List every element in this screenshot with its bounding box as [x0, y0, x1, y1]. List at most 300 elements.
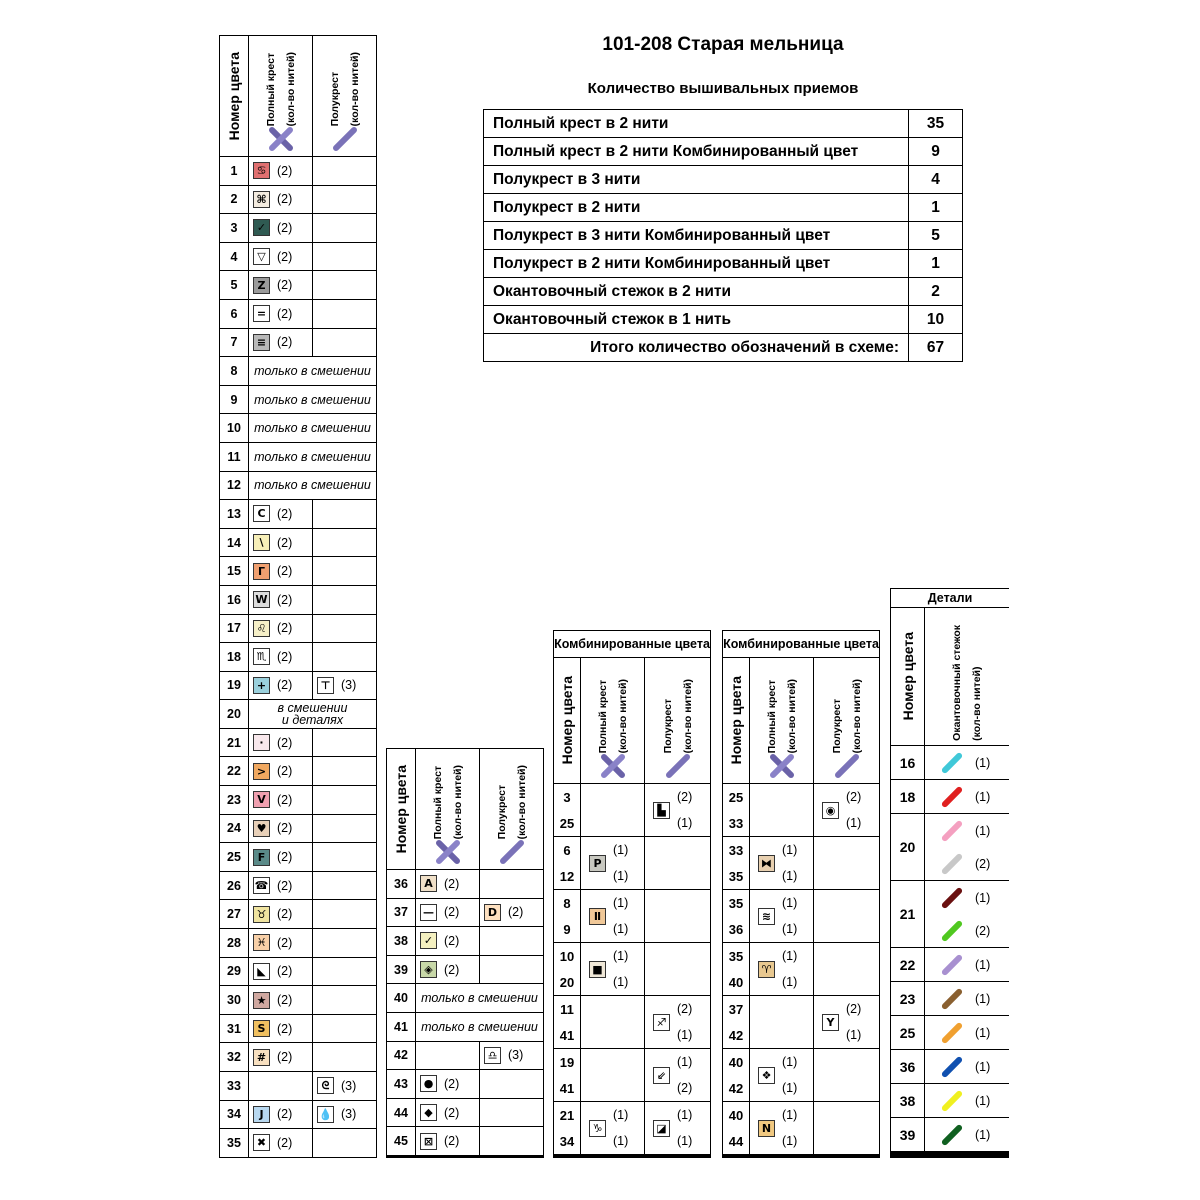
- thread-count: (1): [613, 975, 629, 989]
- mix-only-note: только в смешении: [416, 984, 543, 1012]
- half-cross-cell: [313, 958, 376, 986]
- color-number: 20: [220, 700, 248, 728]
- full-cross-cell: [416, 899, 479, 927]
- half-cross-label: Полукрест: [328, 71, 341, 126]
- half-cross-cell: [313, 557, 376, 585]
- full-cross-cell: [249, 872, 312, 900]
- half-cross-cell: [645, 1049, 710, 1101]
- symbol-icon: ⊤: [317, 677, 334, 694]
- half-cross-cell: [313, 986, 376, 1014]
- full-cross-cell: [750, 996, 813, 1048]
- color-number: 23: [891, 982, 924, 1015]
- color-number: 21: [891, 881, 924, 947]
- thread-count: (3): [341, 1078, 357, 1093]
- thread-count: (2): [277, 850, 293, 865]
- summary-row: [484, 166, 963, 194]
- summary-row: [484, 278, 963, 306]
- symbol-icon: ♐: [653, 1014, 670, 1031]
- color-number: 10: [559, 948, 575, 964]
- color-number: 18: [891, 780, 924, 813]
- color-pair: [554, 996, 580, 1048]
- summary-row: [484, 306, 963, 334]
- symbol-icon: ◪: [653, 1120, 670, 1137]
- half-cross-cell: [480, 927, 543, 955]
- color-number: 25: [728, 789, 744, 805]
- backstitch-line-icon: [941, 1089, 964, 1112]
- symbol-icon: ◆: [420, 1104, 437, 1121]
- thread-count: (2): [677, 1081, 693, 1095]
- full-cross-label: Полный крест: [596, 679, 609, 753]
- symbol-icon: —: [420, 904, 437, 921]
- summary-value: 1: [909, 194, 963, 222]
- half-cross-cell: [313, 500, 376, 528]
- color-number-header: [723, 658, 749, 783]
- color-number: 10: [220, 414, 248, 442]
- color-number-label: Номер цвета: [728, 676, 744, 765]
- symbol-icon: >: [253, 763, 270, 780]
- half-cross-cell: [313, 672, 376, 700]
- color-number: 19: [559, 1054, 575, 1070]
- symbol-icon: ♥: [253, 820, 270, 837]
- symbol-icon: Z: [253, 277, 270, 294]
- color-number: 35: [728, 948, 744, 964]
- thread-count: (2): [277, 964, 293, 979]
- symbol-icon: ✓: [253, 219, 270, 236]
- full-cross-cell: [249, 1101, 312, 1129]
- symbol-icon: ≋: [758, 908, 775, 925]
- full-cross-cell: [750, 943, 813, 995]
- threads-label: (кол-во нитей): [971, 666, 983, 741]
- thread-count: (2): [677, 1002, 693, 1016]
- full-cross-cell: [750, 1102, 813, 1154]
- thread-count: (2): [277, 764, 293, 779]
- color-number: 22: [891, 948, 924, 981]
- thread-count: (2): [277, 621, 293, 636]
- symbol-icon: ⌘: [253, 191, 270, 208]
- thread-count: (2): [277, 1107, 293, 1122]
- thread-count: (1): [782, 1055, 798, 1069]
- full-cross-cell: [416, 927, 479, 955]
- color-number: 16: [891, 746, 924, 779]
- backstitch-cell: [925, 1084, 1009, 1117]
- mix-only-note: только в смешении: [249, 386, 376, 414]
- full-cross-cell: [249, 672, 312, 700]
- summary-row: [484, 194, 963, 222]
- thread-count: (2): [277, 792, 293, 807]
- full-cross-header: [750, 658, 813, 783]
- combined-colors-table-1: [553, 630, 711, 1158]
- combined-colors-table-2: [722, 630, 880, 1158]
- half-cross-cell: [313, 157, 376, 185]
- color-number: 11: [560, 1001, 574, 1017]
- full-cross-cell: [249, 786, 312, 814]
- color-pair: [723, 890, 749, 942]
- full-cross-label: Полный крест: [264, 52, 277, 126]
- thread-count: (1): [613, 949, 629, 963]
- color-number: 26: [220, 872, 248, 900]
- backstitch-cell: [925, 1050, 1009, 1083]
- half-cross-cell: [480, 1070, 543, 1098]
- half-cross-cell: [313, 1043, 376, 1071]
- half-cross-cell: [313, 214, 376, 242]
- color-number: 5: [220, 271, 248, 299]
- color-number: 16: [220, 586, 248, 614]
- details-table: [890, 588, 1009, 1158]
- backstitch-header: [925, 608, 1009, 745]
- backstitch-cell: [925, 780, 1009, 813]
- color-number-header: [387, 749, 415, 869]
- symbol-icon: P: [589, 855, 606, 872]
- thread-count: (2): [444, 933, 460, 948]
- color-number: 17: [220, 615, 248, 643]
- color-number: 4: [220, 243, 248, 271]
- half-cross-cell: [313, 1072, 376, 1100]
- symbol-icon: ♌: [253, 620, 270, 637]
- symbol-icon: F: [253, 849, 270, 866]
- color-number: 22: [220, 757, 248, 785]
- half-cross-cell: [313, 529, 376, 557]
- half-cross-cell: [645, 837, 710, 889]
- backstitch-line-icon: [941, 785, 964, 808]
- thread-count: (2): [508, 905, 524, 920]
- full-cross-icon: [268, 126, 294, 152]
- full-cross-cell: [249, 815, 312, 843]
- full-cross-cell: [249, 615, 312, 643]
- half-cross-header: [313, 36, 376, 156]
- color-number: 35: [728, 868, 744, 884]
- symbol-icon: Y: [822, 1014, 839, 1031]
- symbol-icon: W: [253, 591, 270, 608]
- symbol-icon: ❖: [758, 1067, 775, 1084]
- mix-only-note: только в смешении: [249, 472, 376, 500]
- half-cross-cell: [313, 757, 376, 785]
- thread-count: (2): [277, 1050, 293, 1065]
- half-cross-cell: [480, 1099, 543, 1127]
- full-cross-label: Полный крест: [765, 679, 778, 753]
- symbol-icon: Г: [253, 563, 270, 580]
- color-number: 42: [387, 1042, 415, 1070]
- color-number: 36: [728, 921, 744, 937]
- backstitch-cell: [925, 948, 1009, 981]
- color-number: 6: [220, 300, 248, 328]
- half-cross-cell: [313, 1015, 376, 1043]
- backstitch-line-icon: [941, 852, 964, 875]
- summary-subtitle: Количество вышивальных приемов: [587, 80, 859, 97]
- color-number-label: Номер цвета: [899, 632, 916, 721]
- thread-count: (2): [277, 735, 293, 750]
- threads-label: (кол-во нитей): [785, 678, 798, 753]
- full-cross-cell: [416, 1099, 479, 1127]
- color-number: 24: [220, 815, 248, 843]
- full-cross-cell: [750, 890, 813, 942]
- full-cross-cell: [249, 271, 312, 299]
- thread-count: (1): [975, 755, 991, 770]
- backstitch-cell: [925, 881, 1009, 947]
- thread-count: (1): [975, 890, 991, 905]
- color-number: 40: [728, 974, 744, 990]
- symbol-icon: ⧓: [758, 855, 775, 872]
- color-number: 8: [563, 895, 571, 911]
- backstitch-cell: [925, 1118, 1009, 1151]
- thread-count: (1): [677, 1134, 693, 1148]
- backstitch-line-icon: [941, 819, 964, 842]
- color-number: 13: [220, 500, 248, 528]
- half-cross-cell: [313, 586, 376, 614]
- color-number-header: [554, 658, 580, 783]
- summary-row: [484, 250, 963, 278]
- half-cross-cell: [814, 1049, 879, 1101]
- color-number: 11: [220, 443, 248, 471]
- full-cross-cell: [249, 757, 312, 785]
- color-number: 2: [220, 186, 248, 214]
- thread-count: (1): [613, 843, 629, 857]
- backstitch-line-icon: [941, 1055, 964, 1078]
- thread-count: (1): [677, 1055, 693, 1069]
- full-cross-cell: [581, 1102, 644, 1154]
- color-pair: [723, 1102, 749, 1154]
- full-cross-cell: [249, 958, 312, 986]
- symbol-icon: ⊠: [420, 1133, 437, 1150]
- color-pair: [723, 784, 749, 836]
- color-number: 3: [220, 214, 248, 242]
- half-cross-cell: [645, 1102, 710, 1154]
- color-number: 37: [728, 1001, 744, 1017]
- thread-count: (2): [444, 962, 460, 977]
- symbol-icon: N: [758, 1120, 775, 1137]
- thread-count: (1): [613, 1108, 629, 1122]
- color-number: 9: [563, 921, 571, 937]
- half-cross-cell: [313, 786, 376, 814]
- full-cross-cell: [750, 837, 813, 889]
- thread-count: (1): [846, 1028, 862, 1042]
- half-cross-cell: [814, 890, 879, 942]
- thread-count: (1): [975, 789, 991, 804]
- threads-label: (кол-во нитей): [515, 764, 528, 839]
- color-number: 1: [220, 157, 248, 185]
- full-cross-icon: [435, 839, 461, 865]
- backstitch-cell: [925, 982, 1009, 1015]
- note-line: в смешении: [277, 701, 348, 716]
- mix-only-note: только в смешении: [249, 357, 376, 385]
- color-number: 28: [220, 929, 248, 957]
- color-number: 34: [559, 1133, 575, 1149]
- symbol-icon: ■: [589, 961, 606, 978]
- half-cross-cell: [480, 956, 543, 984]
- backstitch-cell: [925, 814, 1009, 880]
- summary-label: Окантовочный стежок в 1 нить: [484, 306, 909, 334]
- color-number: 37: [387, 899, 415, 927]
- summary-row: [484, 222, 963, 250]
- color-number: 43: [387, 1070, 415, 1098]
- half-cross-icon: [332, 126, 358, 152]
- color-number: 38: [891, 1084, 924, 1117]
- full-cross-icon: [600, 753, 626, 779]
- backstitch-line-icon: [941, 919, 964, 942]
- summary-value: 1: [909, 250, 963, 278]
- color-number: 30: [220, 986, 248, 1014]
- full-cross-cell: [249, 1043, 312, 1071]
- summary-table: [483, 109, 963, 362]
- color-pair: [554, 890, 580, 942]
- color-number-label: Номер цвета: [559, 676, 575, 765]
- half-cross-cell: [313, 1101, 376, 1129]
- thread-count: (1): [846, 816, 862, 830]
- half-cross-cell: [313, 271, 376, 299]
- color-number: 7: [220, 329, 248, 357]
- symbol-icon: ♋: [253, 162, 270, 179]
- color-number: 31: [220, 1015, 248, 1043]
- thread-count: (3): [341, 678, 357, 693]
- symbol-icon: Ⅱ: [589, 908, 606, 925]
- color-number: 35: [728, 895, 744, 911]
- combined-caption: Комбинированные цвета: [554, 631, 710, 657]
- half-cross-cell: [313, 843, 376, 871]
- thread-count: (2): [277, 649, 293, 664]
- full-cross-cell: [249, 929, 312, 957]
- backstitch-label: Окантовочный стежок: [951, 625, 963, 741]
- half-cross-cell: [313, 329, 376, 357]
- half-cross-cell: [480, 1127, 543, 1155]
- backstitch-cell: [925, 1016, 1009, 1049]
- color-table-secondary: [386, 748, 544, 1158]
- summary-label: Полукрест в 3 нити Комбинированный цвет: [484, 222, 909, 250]
- full-cross-header: [249, 36, 312, 156]
- threads-label: (кол-во нитей): [616, 678, 629, 753]
- symbol-icon: J: [253, 1106, 270, 1123]
- color-number: 25: [559, 815, 575, 831]
- full-cross-cell: [581, 1049, 644, 1101]
- color-number: 14: [220, 529, 248, 557]
- threads-label: (кол-во нитей): [681, 678, 694, 753]
- thread-count: (2): [277, 1021, 293, 1036]
- thread-count: (1): [782, 896, 798, 910]
- color-pair: [554, 943, 580, 995]
- thread-count: (2): [975, 923, 991, 938]
- page-title: 101-208 Старая мельница: [602, 34, 844, 55]
- full-cross-cell: [581, 996, 644, 1048]
- color-table-main: [219, 35, 377, 1158]
- half-cross-cell: [313, 900, 376, 928]
- half-cross-cell: [313, 243, 376, 271]
- color-number: 41: [387, 1013, 415, 1041]
- half-cross-cell: [814, 996, 879, 1048]
- thread-count: (1): [782, 975, 798, 989]
- color-number: 21: [559, 1107, 575, 1123]
- symbol-icon: ◉: [822, 802, 839, 819]
- color-number: 6: [563, 842, 571, 858]
- half-cross-cell: [313, 615, 376, 643]
- thread-count: (1): [975, 1059, 991, 1074]
- thread-count: (2): [277, 564, 293, 579]
- thread-count: (2): [975, 856, 991, 871]
- symbol-icon: V: [253, 791, 270, 808]
- summary-value: 5: [909, 222, 963, 250]
- half-cross-cell: [480, 899, 543, 927]
- full-cross-cell: [249, 586, 312, 614]
- color-number: 39: [891, 1118, 924, 1151]
- color-number: 36: [891, 1050, 924, 1083]
- thread-count: (2): [277, 935, 293, 950]
- full-cross-cell: [581, 837, 644, 889]
- symbol-icon: ♏: [253, 648, 270, 665]
- thread-count: (1): [677, 816, 693, 830]
- thread-count: (2): [277, 907, 293, 922]
- color-number: 44: [728, 1133, 744, 1149]
- full-cross-cell: [416, 870, 479, 898]
- half-cross-cell: [645, 890, 710, 942]
- thread-count: (2): [277, 335, 293, 350]
- color-number: 27: [220, 900, 248, 928]
- thread-count: (1): [782, 949, 798, 963]
- thread-count: (2): [444, 1134, 460, 1149]
- symbol-icon: S: [253, 1020, 270, 1037]
- symbol-icon: ⇙: [653, 1067, 670, 1084]
- full-cross-cell: [249, 1072, 312, 1100]
- half-cross-cell: [645, 996, 710, 1048]
- thread-count: (2): [277, 163, 293, 178]
- color-pair: [554, 837, 580, 889]
- thread-count: (3): [508, 1048, 524, 1063]
- thread-count: (2): [846, 1002, 862, 1016]
- thread-count: (2): [846, 790, 862, 804]
- backstitch-line-icon: [941, 953, 964, 976]
- half-cross-header: [645, 658, 710, 783]
- color-number: 42: [728, 1080, 744, 1096]
- full-cross-cell: [249, 729, 312, 757]
- summary-value: 4: [909, 166, 963, 194]
- thread-count: (1): [782, 1108, 798, 1122]
- color-number: 25: [220, 843, 248, 871]
- color-number: 9: [220, 386, 248, 414]
- color-number-header: [891, 608, 924, 745]
- half-cross-cell: [814, 1102, 879, 1154]
- symbol-icon: ●: [420, 1075, 437, 1092]
- summary-row: [484, 110, 963, 138]
- thread-count: (1): [975, 957, 991, 972]
- thread-count: (3): [341, 1107, 357, 1122]
- threads-label: (кол-во нитей): [451, 764, 464, 839]
- symbol-icon: C: [253, 505, 270, 522]
- full-cross-cell: [249, 243, 312, 271]
- color-number-label: Номер цвета: [393, 764, 409, 854]
- color-number: 41: [559, 1080, 575, 1096]
- full-cross-cell: [249, 557, 312, 585]
- half-cross-cell: [814, 837, 879, 889]
- thread-count: (1): [677, 1108, 693, 1122]
- backstitch-line-icon: [941, 1123, 964, 1146]
- thread-count: (1): [613, 922, 629, 936]
- thread-count: (2): [444, 1076, 460, 1091]
- symbol-icon: ☎: [254, 879, 269, 893]
- summary-value: 10: [909, 306, 963, 334]
- color-pair: [554, 1049, 580, 1101]
- thread-count: (1): [613, 1134, 629, 1148]
- mix-only-note: только в смешении: [416, 1013, 543, 1041]
- thread-count: (2): [277, 278, 293, 293]
- summary-label: Полукрест в 2 нити Комбинированный цвет: [484, 250, 909, 278]
- symbol-icon: ▙: [653, 802, 670, 819]
- symbol-icon: D: [484, 904, 501, 921]
- thread-count: (2): [277, 592, 293, 607]
- symbol-icon: ♑: [589, 1120, 606, 1137]
- full-cross-cell: [249, 1015, 312, 1043]
- threads-label: (кол-во нитей): [348, 51, 361, 126]
- symbol-icon: ♈: [758, 961, 775, 978]
- full-cross-cell: [750, 1049, 813, 1101]
- symbol-icon: ★: [253, 992, 270, 1009]
- half-cross-label: Полукрест: [661, 698, 674, 753]
- color-number-header: [220, 36, 248, 156]
